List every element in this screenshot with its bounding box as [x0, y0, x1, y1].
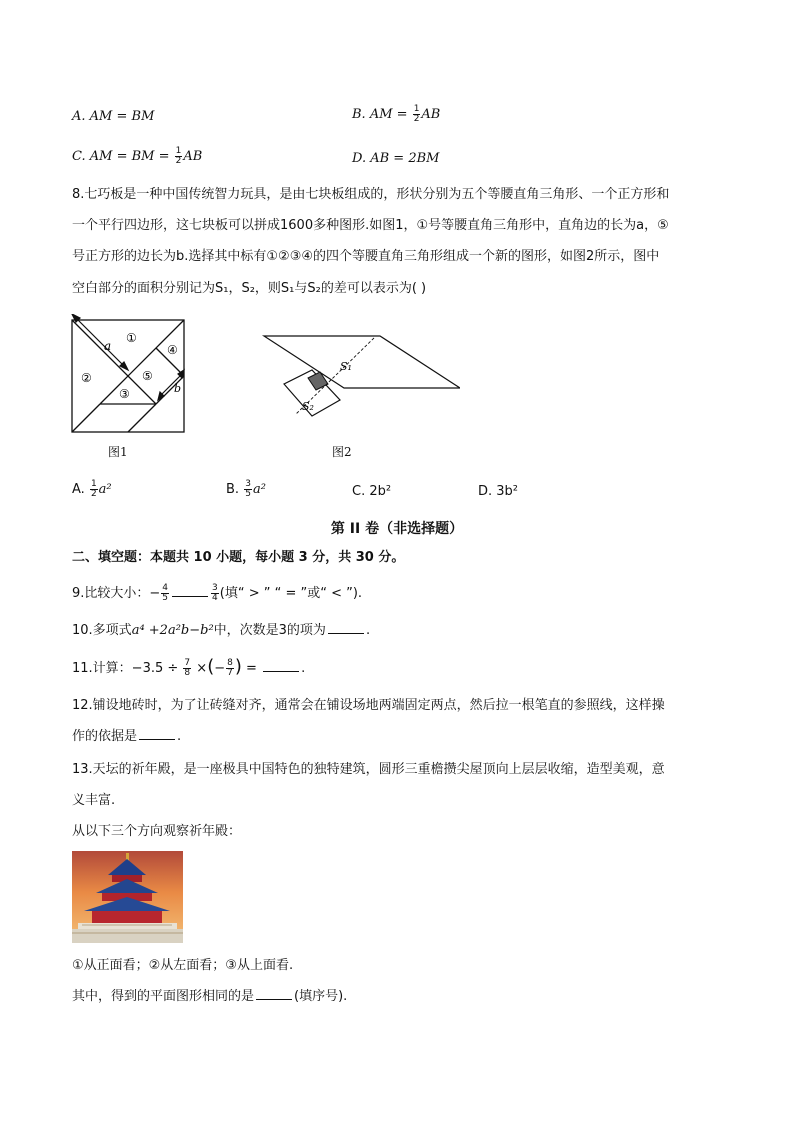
part-2-heading: 二、填空题：本题共 10 小题，每小题 3 分，共 30 分。 — [72, 550, 405, 565]
q8-option-b: B. $\frac{3}{5}$ a² — [226, 479, 266, 499]
q8-line-4: 空白部分的面积分别记为S₁，S₂，则S₁与S₂的差可以表示为( ) — [72, 281, 427, 296]
q13-line-5: 其中，得到的平面图形相同的是 (填序号). — [72, 989, 348, 1004]
q8-option-d: D. 3b² — [478, 484, 519, 499]
q12-line-2: 作的依据是 . — [72, 729, 182, 744]
fraction-four-fifths: $\frac{4}{5}$ — [162, 583, 169, 603]
area-s2-label: S₂ — [302, 400, 314, 413]
q11-answer-blank[interactable] — [263, 659, 299, 672]
q8-option-a: A. $\frac{1}{2}$ a² — [72, 479, 112, 499]
fraction-half: $\frac{1}{2}$ — [90, 479, 97, 499]
piece-1-label: ① — [126, 331, 137, 345]
q12-answer-blank[interactable] — [139, 727, 175, 740]
fraction-half: $\frac{1}{2}$ — [175, 146, 182, 166]
q13-line-1: 13.天坛的祈年殿，是一座极具中国特色的独特建筑，圆形三重檐攒尖屋顶向上层层收缩，造型美观，意 — [72, 762, 665, 777]
temple-of-heaven-photo — [72, 851, 183, 943]
q8-line-3: 号正方形的边长为b.选择其中标有①②③④的四个等腰直角三角形组成一个新的图形，如图2所示，图中 — [72, 249, 660, 264]
q13-line-3: 从以下三个方向观察祈年殿： — [72, 824, 242, 839]
q10-answer-blank[interactable] — [328, 621, 364, 634]
q11: 11.计算：−3.5 ÷ $\frac{7}{8}$ ×(− $\frac{8}{7}$ ) = . — [72, 656, 306, 678]
fraction-three-fifths: $\frac{3}{5}$ — [245, 479, 251, 499]
fraction-seven-eighths: $\frac{7}{8}$ — [184, 658, 191, 678]
q7-option-a: A. AM = BM — [72, 109, 155, 124]
piece-3-label: ③ — [119, 387, 130, 401]
piece-4-label: ④ — [167, 343, 178, 357]
q9: 9.比较大小：− $\frac{4}{5}$ $\frac{3}{4}$ (填“ > ” “ = ”或“ < ”). — [72, 583, 363, 603]
q8-line-1: 8.七巧板是一种中国传统智力玩具，是由七块板组成的，形状分别为五个等腰直角三角形、一个正方形和 — [72, 187, 670, 202]
figure-2-label: 图2 — [332, 445, 352, 459]
figure-1-label: 图1 — [108, 445, 128, 459]
q7-option-c: C. AM = BM = $\frac{1}{2}$ AB — [72, 146, 203, 166]
q7-option-b: B. AM = $\frac{1}{2}$ AB — [352, 104, 441, 124]
q10: 10.多项式a⁴ +2a²b−b²中，次数是3的项为 . — [72, 623, 371, 638]
piece-2-label: ② — [81, 371, 92, 385]
fraction-half: $\frac{1}{2}$ — [413, 104, 420, 124]
q12-line-1: 12.铺设地砖时，为了让砖缝对齐，通常会在铺设场地两端固定两点，然后拉一根笔直的参照线，这样操 — [72, 698, 665, 713]
q13-line-4: ①从正面看；②从左面看；③从上面看. — [72, 958, 294, 973]
q13-answer-blank[interactable] — [256, 987, 292, 1000]
fraction-eight-sevenths: $\frac{8}{7}$ — [227, 658, 233, 678]
q13-line-2: 义丰富. — [72, 793, 116, 808]
fraction-three-fourths: $\frac{3}{4}$ — [212, 583, 218, 603]
q7-option-d: D. AB = 2BM — [352, 151, 440, 166]
figure-1-tangram — [66, 314, 190, 438]
length-a-label: a — [104, 339, 112, 353]
q8-option-c: C. 2b² — [352, 484, 392, 499]
piece-5-label: ⑤ — [142, 369, 153, 383]
area-s1-label: S₁ — [340, 360, 352, 373]
length-b-label: b — [174, 382, 182, 395]
figure-2-composite — [260, 330, 460, 430]
section-2-title: 第 II 卷（非选择题） — [330, 521, 464, 537]
q9-answer-blank[interactable] — [172, 584, 208, 597]
q8-line-2: 一个平行四边形，这七块板可以拼成1600多种图形.如图1，①号等腰直角三角形中，直角边的长为a，⑤ — [72, 218, 669, 233]
